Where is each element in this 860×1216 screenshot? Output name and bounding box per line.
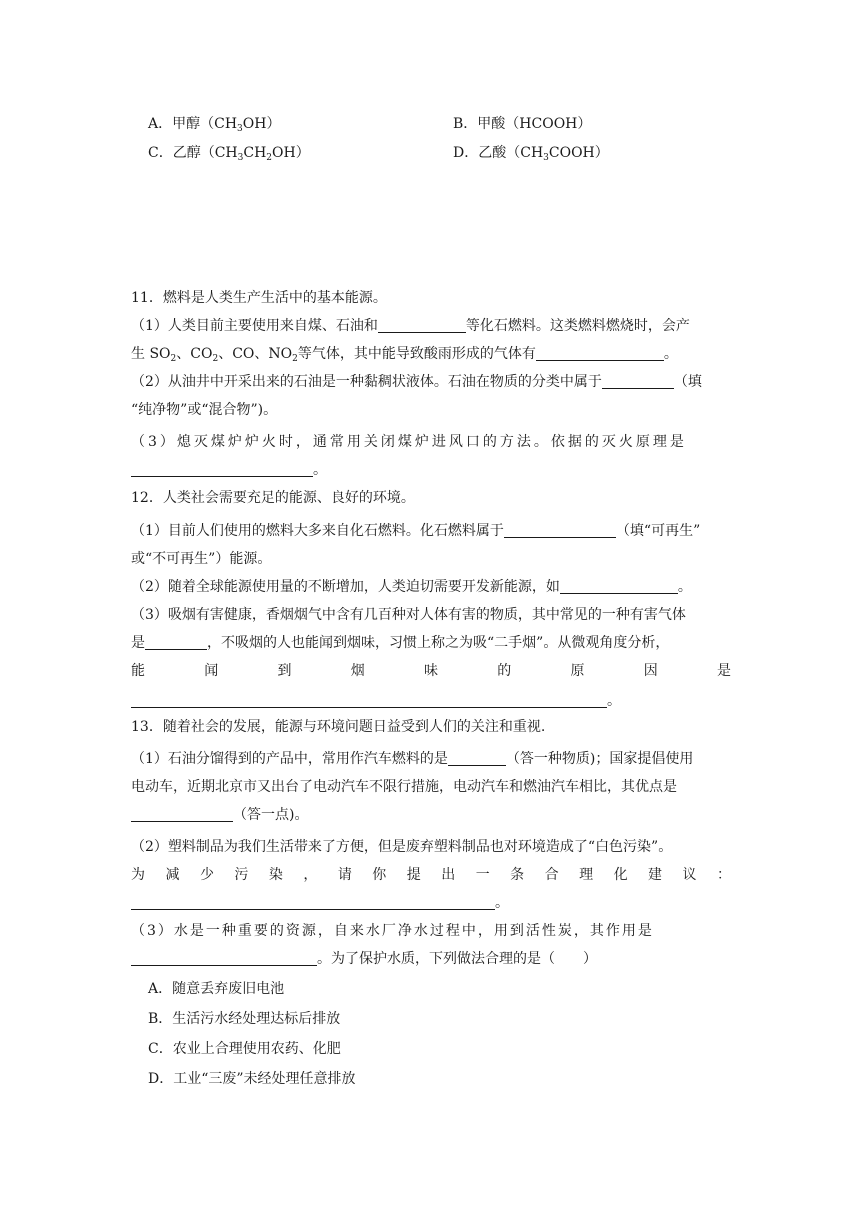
q11-part2-line2: “纯净物”或“混合物”)。 [131,402,278,418]
q13-part2-line3: 。 [131,892,731,912]
option-b: B．甲酸（HCOOH） [453,116,592,132]
q13-part1-line1: （1）石油分馏得到的产品中，常用作汽车燃料的是 （答一种物质)；国家提倡使用 [131,751,694,767]
answer-blank[interactable] [131,895,495,910]
option-d: D．乙酸$(CH_3COOH)$ [453,145,609,163]
q13-option-c: C．农业上合理使用农药、化肥 [148,1041,341,1057]
answer-blank[interactable] [131,693,607,708]
q12-part3-line4: 。 [131,690,731,710]
answer-blank[interactable] [448,751,506,766]
option-a: A．甲醇$(CH_3OH)$ [148,116,281,134]
answer-blank[interactable] [378,318,466,333]
q13-option-b: B．生活污水经处理达标后排放 [148,1011,341,1027]
q12-part1-line1: （1）目前人们使用的燃料大多来自化石燃料。化石燃料属于 （填“可再生” [131,523,701,539]
q11-part1-line1: （1）人类目前主要使用来自煤、石油和 等化石燃料。这类燃料燃烧时，会产 [131,318,690,334]
q13-part1-line2: 电动车，近期北京市又出台了电动汽车不限行措施，电动汽车和燃油汽车相比，其优点是 [131,779,677,795]
q12-part3-line3: 能 闻 到 烟 味 的 原 因 是 [131,663,731,679]
option-c: C．乙醇$(CH_3CH_2OH)$ [148,145,310,163]
q13-option-a: A．随意丢弃废旧电池 [148,981,285,997]
q13-part3-line2: 。为了保护水质，下列做法合理的是（ ） [131,948,731,968]
answer-blank[interactable] [602,374,674,389]
q11-part3-line2: 。 [131,459,731,479]
q13-part2-line2: 为 减 少 污 染 ， 请 你 提 出 一 条 合 理 化 建 议 ： [131,867,731,883]
q11-part3-line1: （3）熄灭煤炉炉火时，通常用关闭煤炉进风口的方法。依据的灭火原理是 [131,434,687,450]
q11-part1-line2: 生 $SO_2$、$CO_2$、CO、$NO_2$等气体，其中能导致酸雨形成的气体有 。 [131,346,678,364]
q12-part1-line2: 或“不可再生”）能源。 [131,551,272,567]
q12-part3-line2: 是 ，不吸烟的人也能闻到烟味，习惯上称之为吸“二手烟”。从微观角度分析， [131,635,670,651]
q13-part1-line3: （答一点)。 [131,804,731,824]
q13-option-d: D．工业“三废”未经处理任意排放 [148,1071,356,1087]
answer-blank[interactable] [131,951,317,966]
q13-title: 13．随着社会的发展，能源与环境问题日益受到人们的关注和重视. [131,719,546,735]
answer-blank[interactable] [131,462,313,477]
answer-blank[interactable] [560,579,678,594]
answer-blank[interactable] [131,807,233,822]
q11-part2-line1: （2）从油井中开采出来的石油是一种黏稠状液体。石油在物质的分类中属于 （填 [131,374,702,390]
q12-title: 12．人类社会需要充足的能源、良好的环境。 [131,490,415,506]
answer-blank[interactable] [145,635,207,650]
answer-blank[interactable] [536,346,664,361]
q12-part2: （2）随着全球能源使用量的不断增加，人类迫切需要开发新能源，如 。 [131,579,692,595]
q13-part3-line1: （3）水是一种重要的资源，自来水厂净水过程中，用到活性炭，其作用是 [131,923,654,939]
q12-part3-line1: （3）吸烟有害健康，香烟烟气中含有几百种对人体有害的物质，其中常见的一种有害气体 [131,607,686,623]
q11-title: 11．燃料是人类生产生活中的基本能源。 [131,290,387,306]
q13-part2-line1: （2）塑料制品为我们生活带来了方便，但是废弃塑料制品也对环境造成了“白色污染”。 [131,839,673,855]
answer-blank[interactable] [504,523,616,538]
